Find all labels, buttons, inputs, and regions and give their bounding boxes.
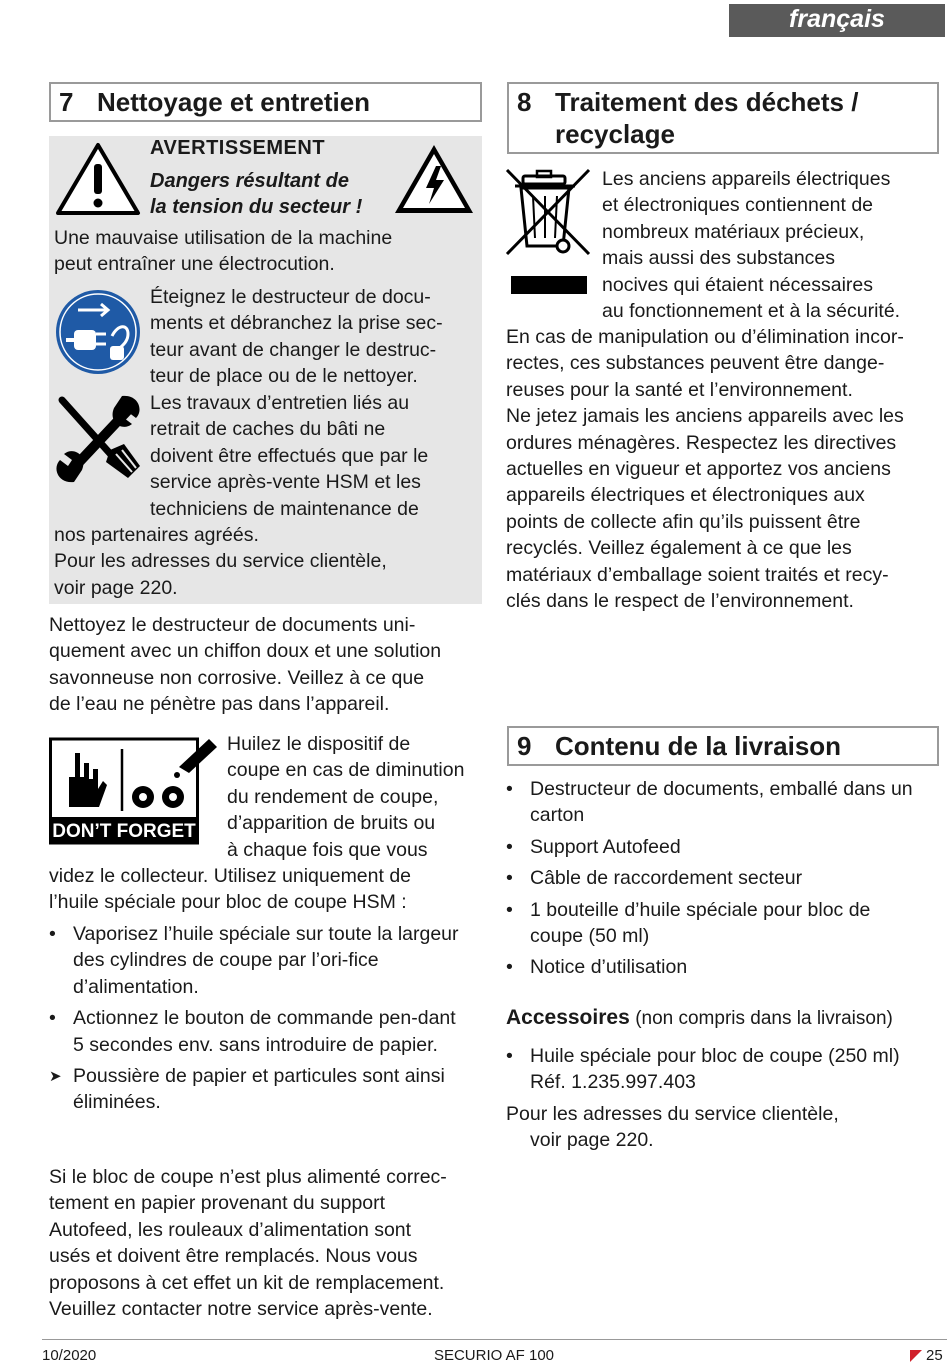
text-line: Huilez le dispositif de bbox=[227, 733, 411, 755]
text-line: et électroniques contiennent de bbox=[602, 194, 874, 217]
text-line: actuelles en vigueur et apportez vos anciens bbox=[506, 458, 891, 481]
text-line: ments et débranchez la prise sec- bbox=[150, 312, 443, 335]
language-tab: français bbox=[729, 4, 945, 37]
warning-triangle-icon bbox=[55, 142, 141, 216]
text-line: Les travaux d’entretien liés au bbox=[150, 392, 410, 414]
accessories-list bbox=[506, 1043, 918, 1101]
weee-bin-icon bbox=[505, 168, 595, 298]
unplug-icon bbox=[54, 288, 142, 376]
section-number: 7 bbox=[59, 87, 74, 117]
text-line: savonneuse non corrosive. Veillez à ce que bbox=[49, 666, 425, 689]
text-line: clés dans le respect de l’environnement. bbox=[506, 590, 854, 613]
text-line: service après-vente HSM et les bbox=[150, 471, 421, 494]
section-7-heading bbox=[49, 82, 482, 122]
text-line: l’huile spéciale pour bloc de coupe HSM : bbox=[49, 891, 407, 914]
text-line: à chaque fois que vous bbox=[227, 838, 428, 861]
warning-subtitle-line: Dangers résultant de bbox=[150, 170, 349, 192]
electric-hazard-icon bbox=[392, 142, 476, 216]
text-line: nos partenaires agréés. bbox=[54, 524, 259, 546]
text-line: recyclés. Veillez également à ce que les bbox=[506, 537, 852, 560]
service-info bbox=[506, 1101, 839, 1154]
list-item: • 1 bouteille d’huile spéciale pour bloc de coupe (50 ml) bbox=[506, 897, 936, 950]
text-line: En cas de manipulation ou d’élimination incor- bbox=[506, 326, 904, 348]
text-line: videz le collecteur. Utilisez uniquement de bbox=[49, 865, 412, 887]
result-item: ➤ Poussière de papier et particules sont ainsi éliminées. bbox=[49, 1063, 469, 1116]
oil-wrap-text bbox=[227, 731, 464, 863]
warning-label: AVERTISSEMENT bbox=[150, 137, 326, 159]
list-item: • Notice d’utilisation bbox=[506, 954, 936, 980]
maintenance-tail bbox=[54, 522, 387, 601]
text-line: Ne jetez jamais les anciens appareils avec les bbox=[506, 405, 904, 428]
delivery-list bbox=[506, 776, 936, 986]
list-item: • Actionnez le bouton de commande pen-dant 5 secondes env. sans introduire de papier. bbox=[49, 1005, 469, 1058]
text-line: peut entraîner une électrocution. bbox=[54, 253, 335, 276]
text-line: coupe en cas de diminution bbox=[227, 759, 465, 782]
text-line: au fonctionnement et à la sécurité. bbox=[602, 300, 901, 323]
list-item: • Support Autofeed bbox=[506, 834, 936, 860]
section-number: 9 bbox=[517, 731, 532, 761]
text-line: mais aussi des substances bbox=[602, 247, 836, 270]
text-line: voir page 220. bbox=[530, 1129, 654, 1152]
text-line: tement en papier provenant du support bbox=[49, 1192, 386, 1215]
text-line: nocives qui étaient nécessaires bbox=[602, 273, 873, 296]
warning-subtitle bbox=[150, 168, 362, 221]
section-title-line: Traitement des déchets / bbox=[555, 87, 859, 117]
text-line: appareils électriques et électroniques aux bbox=[506, 484, 865, 507]
warning-intro bbox=[54, 225, 392, 278]
list-item: • Vaporisez l’huile spéciale sur toute la largeur des cylindres de coupe par l’ori-fice d’alimentation. bbox=[49, 921, 469, 1000]
section-number: 8 bbox=[517, 87, 532, 117]
text-line: Autofeed, les rouleaux d’alimentation sont bbox=[49, 1218, 412, 1241]
recycling-body bbox=[506, 324, 904, 614]
text-line: techniciens de maintenance de bbox=[150, 497, 419, 520]
text-line: Éteignez le destructeur de docu- bbox=[150, 286, 431, 308]
oil-full-text bbox=[49, 863, 411, 916]
list-item: • Huile spéciale pour bloc de coupe (250 ml) Réf. 1.235.997.403 bbox=[506, 1043, 918, 1096]
text-line: Pour les adresses du service clientèle, bbox=[54, 550, 387, 573]
list-item: • Câble de raccordement secteur bbox=[506, 865, 936, 891]
text-line: Nettoyez le destructeur de documents uni- bbox=[49, 614, 416, 636]
text-line: du rendement de coupe, bbox=[227, 785, 439, 808]
section-title-line: recyclage bbox=[555, 119, 675, 149]
text-line: Les anciens appareils électriques bbox=[602, 168, 891, 190]
text-line: quement avec un chiffon doux et une solution bbox=[49, 640, 442, 663]
text-line: nombreux matériaux précieux, bbox=[602, 220, 865, 243]
text-line: de l’eau ne pénètre pas dans l’appareil. bbox=[49, 693, 390, 716]
accessories-label: Accessoires bbox=[506, 1006, 630, 1029]
text-line: proposons à cet effet un kit de remplacement. bbox=[49, 1271, 445, 1294]
text-line: ordures ménagères. Respectez les directives bbox=[506, 431, 897, 454]
text-line: Une mauvaise utilisation de la machine bbox=[54, 227, 393, 249]
footer-date: 10/2020 bbox=[42, 1347, 97, 1364]
tools-icon bbox=[52, 392, 144, 488]
section-9-heading bbox=[507, 726, 939, 766]
text-line: Si le bloc de coupe n’est plus alimenté correc- bbox=[49, 1166, 447, 1188]
section-title: Contenu de la livraison bbox=[555, 731, 842, 761]
dont-forget-icon bbox=[49, 733, 219, 845]
footer-page-number: 25 bbox=[926, 1347, 943, 1364]
section-8-heading bbox=[507, 82, 939, 154]
section-title bbox=[555, 86, 858, 150]
page-marker-icon bbox=[910, 1350, 922, 1362]
accessories-note: (non compris dans la livraison) bbox=[635, 1008, 893, 1029]
accessories-heading bbox=[506, 1006, 893, 1030]
text-line: usés et doivent être remplacés. Nous vous bbox=[49, 1245, 418, 1268]
weee-wrap-text bbox=[602, 166, 900, 324]
text-line: Pour les adresses du service clientèle, bbox=[506, 1103, 839, 1125]
section-title: Nettoyage et entretien bbox=[97, 87, 371, 117]
text-line: reuses pour la santé et l’environnement. bbox=[506, 378, 853, 401]
warning-subtitle-line: la tension du secteur ! bbox=[150, 196, 363, 219]
footer-divider bbox=[42, 1339, 947, 1340]
text-line: teur de place ou de le nettoyer. bbox=[150, 365, 418, 388]
text-line: matériaux d’emballage soient traités et recy- bbox=[506, 563, 889, 586]
text-line: Veuillez contacter notre service après-vente. bbox=[49, 1298, 433, 1321]
unplug-text bbox=[150, 284, 443, 390]
maintenance-text bbox=[150, 390, 428, 522]
text-line: voir page 220. bbox=[54, 576, 178, 599]
text-line: points de collecte afin qu’ils puissent être bbox=[506, 510, 861, 533]
text-line: doivent être effectués que par le bbox=[150, 444, 429, 467]
text-line: retrait de caches du bâti ne bbox=[150, 418, 386, 441]
dont-forget-label: DON’T FORGET bbox=[52, 821, 196, 842]
text-line: teur avant de changer le destruc- bbox=[150, 338, 437, 361]
text-line: rectes, ces substances peuvent être dange- bbox=[506, 352, 885, 375]
text-line: d’apparition de bruits ou bbox=[227, 812, 436, 835]
oil-steps-list bbox=[49, 921, 469, 1121]
cleaning-text bbox=[49, 612, 441, 718]
list-item: • Destructeur de documents, emballé dans un carton bbox=[506, 776, 936, 829]
autofeed-text bbox=[49, 1164, 447, 1322]
footer-model: SECURIO AF 100 bbox=[433, 1347, 555, 1364]
